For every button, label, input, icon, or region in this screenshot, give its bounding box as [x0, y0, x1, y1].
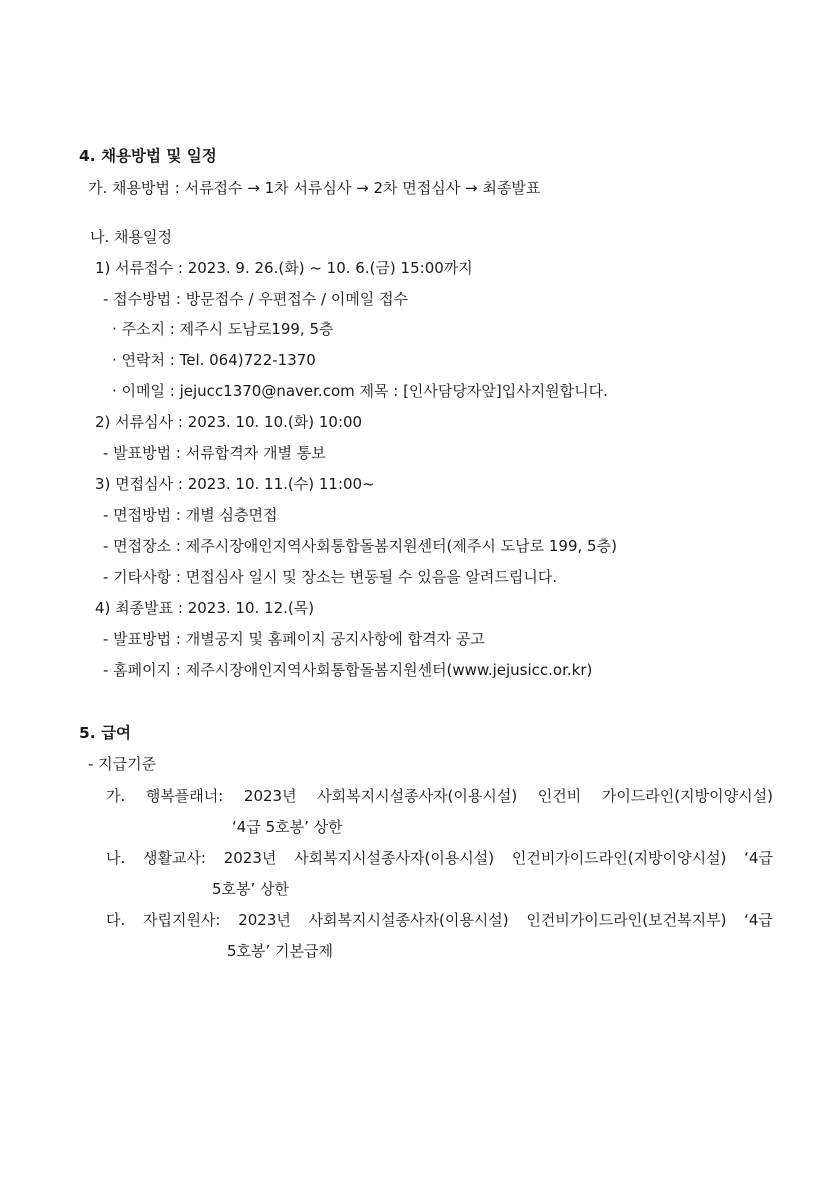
- facility-type: 사회복지시설종사자(이용시설): [317, 787, 518, 805]
- grade: ‘4급: [744, 849, 773, 867]
- other-notes: - 기타사항 : 면접심사 일시 및 장소는 변동될 수 있음을 알려드립니다.: [103, 568, 558, 586]
- section-4-heading: 4. 채용방법 및 일정: [79, 147, 217, 165]
- section-5-heading: 5. 급여: [79, 724, 132, 742]
- pay-item-na-continued: 5호봉’ 상한: [212, 880, 290, 898]
- item-marker: 다.: [106, 911, 126, 929]
- pay-criteria: - 지급기준: [88, 755, 157, 773]
- document-submission: 1) 서류접수 : 2023. 9. 26.(화) ~ 10. 6.(금) 15:00까지: [95, 259, 473, 277]
- pay-item-ga-continued: ‘4급 5호봉’ 상한: [232, 818, 343, 836]
- pay-item-da-continued: 5호봉’ 기본급제: [227, 942, 334, 960]
- guideline-word: 인건비: [537, 787, 582, 805]
- item-marker: 나.: [106, 849, 126, 867]
- guideline-name: 가이드라인(지방이양시설): [601, 787, 773, 805]
- guideline-name: 인건비가이드라인(보건복지부): [526, 911, 727, 929]
- announcement-method-2: - 발표방법 : 개별공지 및 홈페이지 공지사항에 합격자 공고: [103, 630, 485, 648]
- year: 2023년: [223, 849, 277, 867]
- email-line: · 이메일 : jejucc1370@naver.com 제목 : [인사담당자앞]입사지원합니다.: [112, 382, 608, 400]
- interview-place: - 면접장소 : 제주시장애인지역사회통합돌봄지원센터(제주시 도남로 199, 5층): [103, 537, 617, 555]
- grade: ‘4급: [744, 911, 773, 929]
- item-marker: 가.: [106, 787, 126, 805]
- pay-item-ga: [106, 786, 773, 806]
- announcement-method-1: - 발표방법 : 서류합격자 개별 통보: [103, 444, 326, 462]
- interview-method: - 면접방법 : 개별 심층면접: [103, 506, 278, 524]
- submission-method: - 접수방법 : 방문접수 / 우편접수 / 이메일 접수: [103, 290, 409, 308]
- recruitment-method: 가. 채용방법 : 서류접수 → 1차 서류심사 → 2차 면접심사 → 최종발표: [88, 179, 541, 197]
- job-title: 자립지원사:: [142, 911, 221, 929]
- facility-type: 사회복지시설종사자(이용시설): [294, 849, 495, 867]
- job-title: 행복플래너:: [145, 787, 224, 805]
- pay-item-na: [106, 848, 773, 868]
- interview-review: 3) 면접심사 : 2023. 10. 11.(수) 11:00~: [95, 475, 375, 493]
- homepage-line: - 홈페이지 : 제주시장애인지역사회통합돌봄지원센터(www.jejusicc.or.kr): [103, 661, 593, 679]
- recruitment-schedule-heading: 나. 채용일정: [90, 228, 172, 246]
- guideline-name: 인건비가이드라인(지방이양시설): [511, 849, 727, 867]
- year: 2023년: [243, 787, 297, 805]
- year: 2023년: [238, 911, 291, 929]
- contact-line: · 연락처 : Tel. 064)722-1370: [112, 351, 316, 369]
- final-announcement: 4) 최종발표 : 2023. 10. 12.(목): [95, 599, 315, 617]
- job-title: 생활교사:: [142, 849, 206, 867]
- pay-item-da: [106, 910, 773, 930]
- address-line: · 주소지 : 제주시 도남로199, 5층: [112, 320, 334, 338]
- facility-type: 사회복지시설종사자(이용시설): [308, 911, 509, 929]
- document-review: 2) 서류심사 : 2023. 10. 10.(화) 10:00: [95, 413, 363, 431]
